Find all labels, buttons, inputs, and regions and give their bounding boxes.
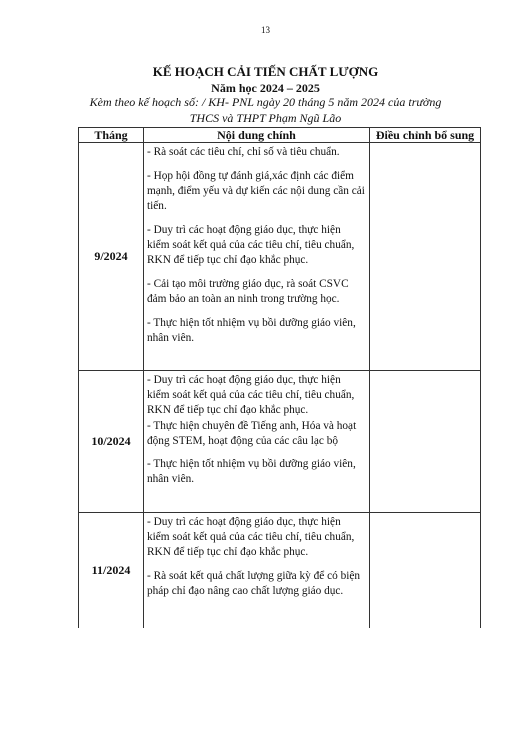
month-cell: 10/2024: [79, 371, 144, 513]
plan-table: [78, 127, 481, 628]
content-item: - Rà soát các tiêu chí, chỉ số và tiêu chuẩn.: [147, 146, 340, 158]
content-item: - Rà soát kết quả chất lượng giữa kỳ để có biện pháp chỉ đạo nâng cao chất lượng giáo dục.: [147, 570, 361, 597]
content-item: - Thực hiện tốt nhiệm vụ bồi dưỡng giáo viên, nhân viên.: [147, 458, 356, 485]
header-main-content: Nội dung chính: [144, 128, 370, 143]
school-year: Năm học 2024 – 2025: [211, 81, 320, 95]
content-item: - Duy trì các hoạt động giáo dục, thực hiện kiểm soát kết quả của các tiêu chí, tiêu chuẩn, RKN để tiếp tục chỉ đạo khắc phục.: [147, 224, 355, 266]
table-row: [79, 371, 481, 513]
document-title: KẾ HOẠCH CẢI TIẾN CHẤT LƯỢNG: [152, 64, 379, 79]
month-cell: 11/2024: [79, 513, 144, 629]
header-month: Tháng: [79, 128, 144, 143]
adjustment-cell: [370, 143, 481, 371]
table-row: [79, 513, 481, 629]
content-item: - Duy trì các hoạt động giáo dục, thực hiện kiểm soát kết quả của các tiêu chí, tiêu chuẩn, RKN để tiếp tục chỉ đạo khắc phục.: [147, 516, 355, 558]
content-item: - Họp hội đồng tự đánh giá,xác định các điểm mạnh, điểm yếu và dự kiến các nội dung cần cải tiến.: [147, 170, 365, 212]
page-number: 13: [261, 25, 270, 35]
adjustment-cell: [370, 513, 481, 629]
content-item: - Cải tạo môi trường giáo dục, rà soát CSVC đảm bảo an toàn an ninh trong trường học.: [147, 278, 349, 305]
month-cell: 9/2024: [79, 143, 144, 371]
adjustment-cell: [370, 371, 481, 513]
content-cell: [144, 513, 370, 629]
attachment-line-2: THCS và THPT Phạm Ngũ Lão: [189, 111, 342, 125]
table-header-row: [79, 128, 481, 143]
table-row: [79, 143, 481, 371]
header-adjustment: Điều chỉnh bổ sung: [370, 128, 481, 143]
attachment-line-1: Kèm theo kế hoạch số: / KH- PNL ngày 20 tháng 5 năm 2024 của trường: [89, 95, 442, 109]
content-item: - Thực hiện tốt nhiệm vụ bồi dưỡng giáo viên, nhân viên.: [147, 317, 356, 344]
content-cell: [144, 371, 370, 513]
content-item: - Duy trì các hoạt động giáo dục, thực hiện kiểm soát kết quả của các tiêu chí, tiêu chuẩn, RKN để tiếp tục chỉ đạo khắc phục.: [147, 374, 355, 416]
content-item: - Thực hiện chuyên đề Tiếng anh, Hóa và hoạt động STEM, hoạt động của các câu lạc bộ: [147, 420, 357, 447]
content-cell: [144, 143, 370, 371]
